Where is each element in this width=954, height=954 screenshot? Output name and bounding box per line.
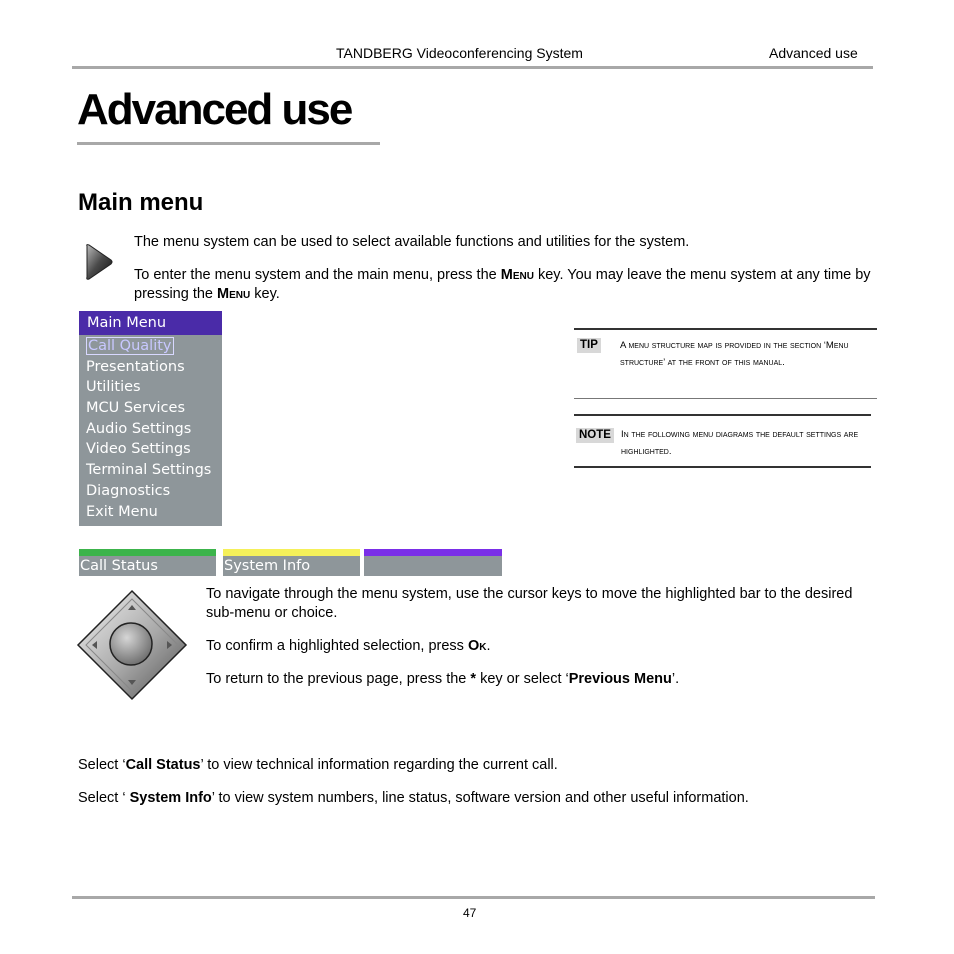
select-paragraph-2: Select ‘ System Info’ to view system numbers, line status, software version and other useful information. <box>78 790 749 806</box>
menu-item-utilities[interactable]: Utilities <box>86 379 141 396</box>
menu-item-mcu-services[interactable]: MCU Services <box>86 400 186 417</box>
menu-key: Menu <box>500 267 534 283</box>
select-paragraph-1: Select ‘Call Status’ to view technical information regarding the current call. <box>78 757 558 773</box>
arrow-right-icon <box>84 243 114 281</box>
tip-text: A menu structure map is provided in the section ‘Menu structure’ at the front of this manual. <box>620 340 849 368</box>
intro-paragraph-1: The menu system can be used to select available functions and utilities for the system. <box>134 234 690 250</box>
main-menu-title: Main Menu <box>79 311 222 335</box>
section-heading: Main menu <box>78 189 204 216</box>
menu-item-diagnostics[interactable]: Diagnostics <box>86 482 171 499</box>
star-key: * <box>470 671 477 687</box>
previous-menu-ref: Previous Menu <box>568 671 672 687</box>
footer-rule <box>72 896 875 899</box>
header-doc-title: TANDBERG Videoconferencing System <box>336 45 583 61</box>
menu-item-video-settings[interactable]: Video Settings <box>86 441 191 458</box>
header-section: Advanced use <box>769 45 858 61</box>
ok-key: Ok <box>467 638 487 654</box>
tab-label: Call Status <box>80 558 158 574</box>
system-info-ref: System Info <box>129 790 212 806</box>
tab-color-bar <box>79 549 216 556</box>
menu-key: Menu <box>217 286 251 302</box>
tab-label: System Info <box>224 558 311 574</box>
nav-paragraph-1: To navigate through the menu system, use the cursor keys to move the highlighted bar to the desired sub-menu or choice. <box>206 586 853 621</box>
tip-label: TIP <box>577 338 601 353</box>
cursor-keys-icon <box>76 589 188 701</box>
title-underline <box>77 142 380 145</box>
tab-call-status[interactable] <box>79 549 216 576</box>
menu-item-call-quality[interactable]: Call Quality <box>88 338 172 354</box>
header-rule <box>72 66 873 69</box>
menu-item-exit-menu[interactable]: Exit Menu <box>86 503 158 520</box>
tab-blank[interactable] <box>364 549 502 576</box>
main-menu-screenshot <box>79 311 222 526</box>
page-title: Advanced use <box>77 85 352 134</box>
main-menu-list <box>86 336 211 522</box>
intro-paragraph-2: To enter the menu system and the main menu, press the Menu key. You may leave the menu system at any time by pressing the Menu key. <box>134 267 871 302</box>
tip-top-rule <box>574 328 877 330</box>
tip-bottom-rule <box>574 398 877 399</box>
note-bottom-rule <box>574 466 871 468</box>
menu-item-audio-settings[interactable]: Audio Settings <box>86 420 192 437</box>
page-number: 47 <box>463 906 477 920</box>
tab-color-bar <box>364 549 502 556</box>
note-text: In the following menu diagrams the default settings are highlighted. <box>621 429 859 457</box>
call-status-ref: Call Status <box>125 757 201 773</box>
menu-item-presentations[interactable]: Presentations <box>86 358 185 375</box>
note-label: NOTE <box>576 428 614 443</box>
nav-paragraph-3: To return to the previous page, press the * key or select ‘Previous Menu’. <box>206 671 680 687</box>
note-top-rule <box>574 414 871 416</box>
menu-item-terminal-settings[interactable]: Terminal Settings <box>86 462 212 479</box>
tab-color-bar <box>223 549 360 556</box>
nav-paragraph-2: To confirm a highlighted selection, press Ok. <box>206 638 491 654</box>
tab-system-info[interactable] <box>223 549 360 576</box>
